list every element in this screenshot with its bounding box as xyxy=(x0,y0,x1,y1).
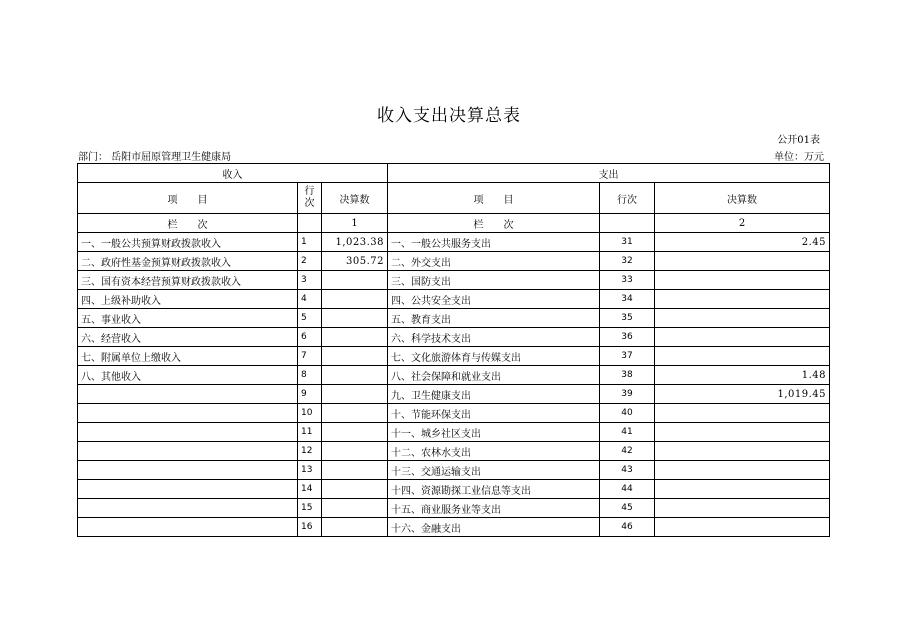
expense-lineno-cell: 39 xyxy=(600,385,655,404)
expense-amount-cell xyxy=(655,347,830,366)
income-column-label: 栏 次 xyxy=(78,214,298,233)
income-amount-cell xyxy=(322,309,388,328)
expense-lineno-cell: 46 xyxy=(600,518,655,537)
expense-amount-cell xyxy=(655,271,830,290)
income-amount-cell xyxy=(322,480,388,499)
income-group-header: 收入 xyxy=(78,164,388,183)
expense-amount-cell xyxy=(655,309,830,328)
income-lineno-cell: 15 xyxy=(298,499,322,518)
income-item-cell: 六、经营收入 xyxy=(78,328,298,347)
expense-item-cell: 十一、城乡社区支出 xyxy=(388,423,600,442)
expense-amount-cell xyxy=(655,461,830,480)
income-lineno-cell: 8 xyxy=(298,366,322,385)
income-expense-table xyxy=(77,163,830,537)
table-row xyxy=(78,461,830,480)
expense-item-cell: 一、一般公共服务支出 xyxy=(388,233,600,252)
expense-item-cell: 十六、金融支出 xyxy=(388,518,600,537)
income-lineno-cell: 5 xyxy=(298,309,322,328)
income-item-cell xyxy=(78,480,298,499)
table-row xyxy=(78,518,830,537)
table-row xyxy=(78,290,830,309)
expense-item-cell: 七、文化旅游体育与传媒支出 xyxy=(388,347,600,366)
form-code: 公开01表 xyxy=(777,135,820,146)
income-item-cell xyxy=(78,461,298,480)
expense-item-header: 项 目 xyxy=(388,183,600,214)
expense-amount-cell: 1.48 xyxy=(655,366,830,385)
expense-item-cell: 十、节能环保支出 xyxy=(388,404,600,423)
income-item-cell: 三、国有资本经营预算财政拨款收入 xyxy=(78,271,298,290)
income-item-cell: 八、其他收入 xyxy=(78,366,298,385)
expense-amount-cell: 2.45 xyxy=(655,233,830,252)
income-amount-cell xyxy=(322,461,388,480)
expense-lineno-cell: 43 xyxy=(600,461,655,480)
income-amount-cell xyxy=(322,271,388,290)
expense-item-cell: 八、社会保障和就业支出 xyxy=(388,366,600,385)
table-column-number-row xyxy=(78,214,830,233)
expense-lineno-cell: 38 xyxy=(600,366,655,385)
table-row xyxy=(78,499,830,518)
table-column-header-row xyxy=(78,183,830,214)
table-group-header-row xyxy=(78,164,830,183)
income-item-cell xyxy=(78,499,298,518)
expense-item-cell: 五、教育支出 xyxy=(388,309,600,328)
expense-column-blank xyxy=(600,214,655,233)
table-row xyxy=(78,442,830,461)
income-lineno-cell: 10 xyxy=(298,404,322,423)
department-label: 部门： 岳阳市屈原管理卫生健康局 xyxy=(78,152,232,163)
income-item-header: 项 目 xyxy=(78,183,298,214)
table-row xyxy=(78,233,830,252)
expense-lineno-cell: 40 xyxy=(600,404,655,423)
income-lineno-cell: 2 xyxy=(298,252,322,271)
expense-lineno-cell: 41 xyxy=(600,423,655,442)
table-row xyxy=(78,366,830,385)
income-column-number: 1 xyxy=(322,214,388,233)
expense-amount-cell xyxy=(655,252,830,271)
expense-lineno-cell: 31 xyxy=(600,233,655,252)
expense-item-cell: 十五、商业服务业等支出 xyxy=(388,499,600,518)
expense-item-cell: 四、公共安全支出 xyxy=(388,290,600,309)
expense-lineno-cell: 34 xyxy=(600,290,655,309)
income-lineno-header xyxy=(298,183,322,214)
expense-amount-cell xyxy=(655,518,830,537)
expense-column-number: 2 xyxy=(655,214,830,233)
expense-amount-header: 决算数 xyxy=(655,183,830,214)
income-item-cell: 二、政府性基金预算财政拨款收入 xyxy=(78,252,298,271)
table-row xyxy=(78,271,830,290)
table-row xyxy=(78,252,830,271)
expense-amount-cell xyxy=(655,442,830,461)
table-row xyxy=(78,385,830,404)
expense-amount-cell xyxy=(655,404,830,423)
expense-group-header: 支出 xyxy=(388,164,830,183)
expense-amount-cell xyxy=(655,290,830,309)
expense-item-cell: 十四、资源勘探工业信息等支出 xyxy=(388,480,600,499)
expense-lineno-cell: 36 xyxy=(600,328,655,347)
expense-item-cell: 十二、农林水支出 xyxy=(388,442,600,461)
income-column-blank xyxy=(298,214,322,233)
income-amount-cell xyxy=(322,366,388,385)
income-amount-cell: 1,023.38 xyxy=(322,233,388,252)
income-item-cell xyxy=(78,423,298,442)
expense-amount-cell xyxy=(655,499,830,518)
income-amount-cell xyxy=(322,385,388,404)
table-row xyxy=(78,328,830,347)
expense-lineno-cell: 32 xyxy=(600,252,655,271)
income-item-cell xyxy=(78,385,298,404)
income-item-cell: 四、上级补助收入 xyxy=(78,290,298,309)
income-lineno-cell: 11 xyxy=(298,423,322,442)
expense-item-cell: 三、国防支出 xyxy=(388,271,600,290)
income-lineno-cell: 3 xyxy=(298,271,322,290)
table-row xyxy=(78,480,830,499)
income-lineno-cell: 9 xyxy=(298,385,322,404)
income-amount-cell xyxy=(322,347,388,366)
expense-column-label: 栏 次 xyxy=(388,214,600,233)
expense-amount-cell xyxy=(655,423,830,442)
expense-lineno-cell: 35 xyxy=(600,309,655,328)
income-lineno-cell: 16 xyxy=(298,518,322,537)
expense-lineno-cell: 33 xyxy=(600,271,655,290)
expense-item-cell: 二、外交支出 xyxy=(388,252,600,271)
income-lineno-cell: 6 xyxy=(298,328,322,347)
income-amount-cell xyxy=(322,518,388,537)
expense-lineno-cell: 44 xyxy=(600,480,655,499)
income-lineno-cell: 7 xyxy=(298,347,322,366)
expense-amount-cell: 1,019.45 xyxy=(655,385,830,404)
income-amount-cell xyxy=(322,290,388,309)
income-amount-cell xyxy=(322,328,388,347)
expense-lineno-cell: 45 xyxy=(600,499,655,518)
income-item-cell: 五、事业收入 xyxy=(78,309,298,328)
income-amount-cell xyxy=(322,423,388,442)
income-lineno-cell: 1 xyxy=(298,233,322,252)
income-item-cell xyxy=(78,442,298,461)
income-amount-cell: 305.72 xyxy=(322,252,388,271)
table-row xyxy=(78,404,830,423)
income-amount-cell xyxy=(322,404,388,423)
expense-lineno-cell: 37 xyxy=(600,347,655,366)
income-amount-cell xyxy=(322,442,388,461)
income-lineno-cell: 14 xyxy=(298,480,322,499)
table-row xyxy=(78,423,830,442)
expense-amount-cell xyxy=(655,480,830,499)
unit-label: 单位：万元 xyxy=(774,152,824,163)
expense-lineno-cell: 42 xyxy=(600,442,655,461)
table-row xyxy=(78,347,830,366)
page-title: 收入支出决算总表 xyxy=(377,106,521,126)
income-item-cell xyxy=(78,518,298,537)
expense-amount-cell xyxy=(655,328,830,347)
expense-item-cell: 十三、交通运输支出 xyxy=(388,461,600,480)
income-lineno-cell: 13 xyxy=(298,461,322,480)
income-item-cell xyxy=(78,404,298,423)
income-amount-header: 决算数 xyxy=(322,183,388,214)
income-amount-cell xyxy=(322,499,388,518)
income-lineno-cell: 4 xyxy=(298,290,322,309)
expense-item-cell: 九、卫生健康支出 xyxy=(388,385,600,404)
income-item-cell: 一、一般公共预算财政拨款收入 xyxy=(78,233,298,252)
income-lineno-header-text: 行次 xyxy=(304,186,315,209)
expense-item-cell: 六、科学技术支出 xyxy=(388,328,600,347)
table-row xyxy=(78,309,830,328)
expense-lineno-header: 行次 xyxy=(600,183,655,214)
income-item-cell: 七、附属单位上缴收入 xyxy=(78,347,298,366)
income-lineno-cell: 12 xyxy=(298,442,322,461)
